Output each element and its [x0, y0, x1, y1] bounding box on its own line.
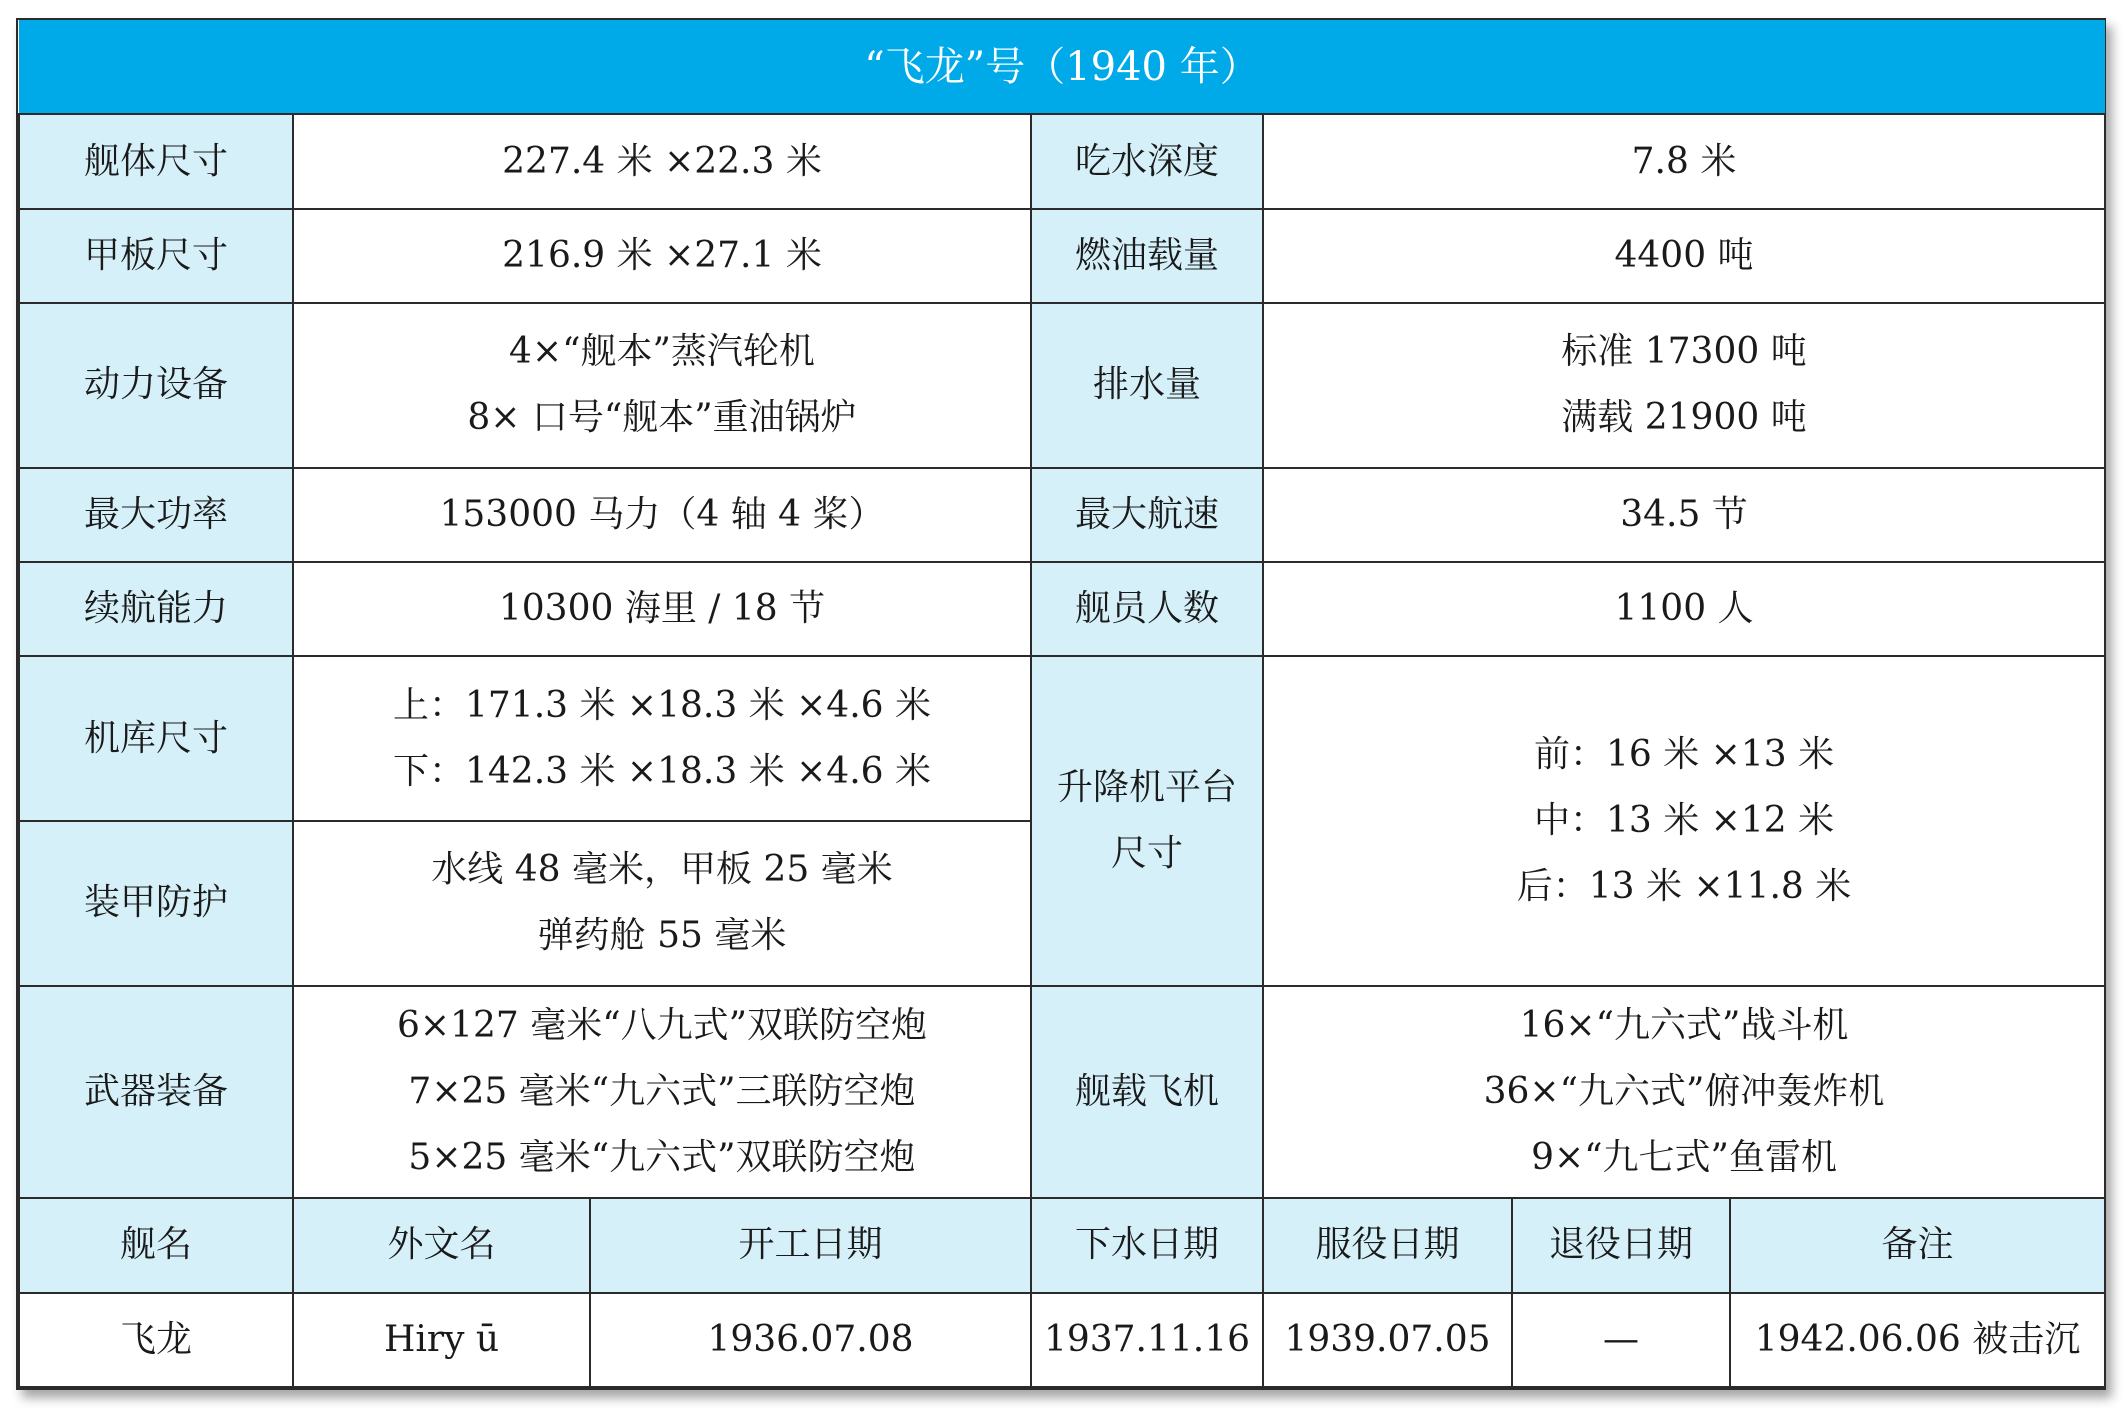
armament-line: 5×25 毫米“九六式”双联防空炮 — [408, 1136, 916, 1178]
col-header-laid-down: 开工日期 — [590, 1198, 1031, 1292]
max-power-label: 最大功率 — [19, 468, 293, 562]
elevator-size-line: 中：13 米 ×12 米 — [1533, 799, 1835, 841]
endurance-label: 续航能力 — [19, 562, 293, 656]
displacement-value — [1263, 303, 2105, 468]
history-header-row — [19, 1198, 2105, 1292]
table-row — [19, 986, 2105, 1199]
power-plant-line: 4×“舰本”蒸汽轮机 — [509, 331, 815, 373]
power-plant-label: 动力设备 — [19, 303, 293, 468]
armament-label: 武器装备 — [19, 986, 293, 1199]
power-plant-value — [293, 303, 1031, 468]
hull-size-value: 227.4 米 ×22.3 米 — [293, 114, 1031, 208]
armor-label: 装甲防护 — [19, 821, 293, 986]
elevator-size-line: 前：16 米 ×13 米 — [1533, 733, 1835, 775]
table-row — [19, 209, 2105, 303]
elevator-size-label — [1031, 656, 1263, 985]
aircraft-line: 9×“九七式”鱼雷机 — [1531, 1136, 1837, 1178]
col-header-notes: 备注 — [1730, 1198, 2105, 1292]
table-row — [19, 656, 2105, 821]
max-speed-value: 34.5 节 — [1263, 468, 2105, 562]
aircraft-label: 舰载飞机 — [1031, 986, 1263, 1199]
col-header-commissioned: 服役日期 — [1263, 1198, 1512, 1292]
cell-laid-down: 1936.07.08 — [590, 1293, 1031, 1387]
ship-spec-table — [18, 20, 2106, 1388]
elevator-size-line: 后：13 米 ×11.8 米 — [1516, 865, 1852, 907]
displacement-line: 满载 21900 吨 — [1561, 397, 1807, 439]
deck-size-value: 216.9 米 ×27.1 米 — [293, 209, 1031, 303]
hangar-size-label: 机库尺寸 — [19, 656, 293, 821]
fuel-load-value: 4400 吨 — [1263, 209, 2105, 303]
col-header-ship-name: 舰名 — [19, 1198, 293, 1292]
displacement-label: 排水量 — [1031, 303, 1263, 468]
fuel-load-label: 燃油载量 — [1031, 209, 1263, 303]
armament-line: 7×25 毫米“九六式”三联防空炮 — [408, 1070, 916, 1112]
max-speed-label: 最大航速 — [1031, 468, 1263, 562]
cell-launched: 1937.11.16 — [1031, 1293, 1263, 1387]
armor-value — [293, 821, 1031, 986]
elevator-size-value — [1263, 656, 2105, 985]
elevator-size-label-line: 升降机平台 — [1056, 766, 1237, 808]
hangar-size-line: 上：171.3 米 ×18.3 米 ×4.6 米 — [392, 684, 931, 726]
displacement-line: 标准 17300 吨 — [1561, 331, 1807, 373]
cell-foreign-name: Hiry ū — [293, 1293, 590, 1387]
col-header-launched: 下水日期 — [1031, 1198, 1263, 1292]
table-row — [19, 468, 2105, 562]
table-row — [19, 562, 2105, 656]
max-power-value: 153000 马力（4 轴 4 桨） — [293, 468, 1031, 562]
cell-commissioned: 1939.07.05 — [1263, 1293, 1512, 1387]
col-header-decommissioned: 退役日期 — [1512, 1198, 1730, 1292]
deck-size-label: 甲板尺寸 — [19, 209, 293, 303]
hangar-size-line: 下：142.3 米 ×18.3 米 ×4.6 米 — [392, 750, 931, 792]
aircraft-line: 16×“九六式”战斗机 — [1519, 1004, 1849, 1046]
col-header-foreign-name: 外文名 — [293, 1198, 590, 1292]
hull-size-label: 舰体尺寸 — [19, 114, 293, 208]
table-title: “飞龙”号（1940 年） — [19, 20, 2105, 114]
table-row — [19, 303, 2105, 468]
cell-ship-name: 飞龙 — [19, 1293, 293, 1387]
endurance-value: 10300 海里 / 18 节 — [293, 562, 1031, 656]
title-row — [19, 20, 2105, 114]
aircraft-line: 36×“九六式”俯冲轰炸机 — [1483, 1070, 1885, 1112]
spec-card — [16, 18, 2106, 1390]
table-row — [19, 114, 2105, 208]
armament-value — [293, 986, 1031, 1199]
aircraft-value — [1263, 986, 2105, 1199]
cell-decommissioned: — — [1512, 1293, 1730, 1387]
armament-line: 6×127 毫米“八九式”双联防空炮 — [396, 1004, 928, 1046]
draft-value: 7.8 米 — [1263, 114, 2105, 208]
armor-line: 水线 48 毫米，甲板 25 毫米 — [431, 849, 893, 891]
power-plant-line: 8× 口号“舰本”重油锅炉 — [467, 397, 857, 439]
history-data-row — [19, 1293, 2105, 1387]
crew-value: 1100 人 — [1263, 562, 2105, 656]
crew-label: 舰员人数 — [1031, 562, 1263, 656]
elevator-size-label-line: 尺寸 — [1110, 832, 1183, 874]
hangar-size-value — [293, 656, 1031, 821]
draft-label: 吃水深度 — [1031, 114, 1263, 208]
cell-notes: 1942.06.06 被击沉 — [1730, 1293, 2105, 1387]
armor-line: 弹药舱 55 毫米 — [537, 915, 787, 957]
